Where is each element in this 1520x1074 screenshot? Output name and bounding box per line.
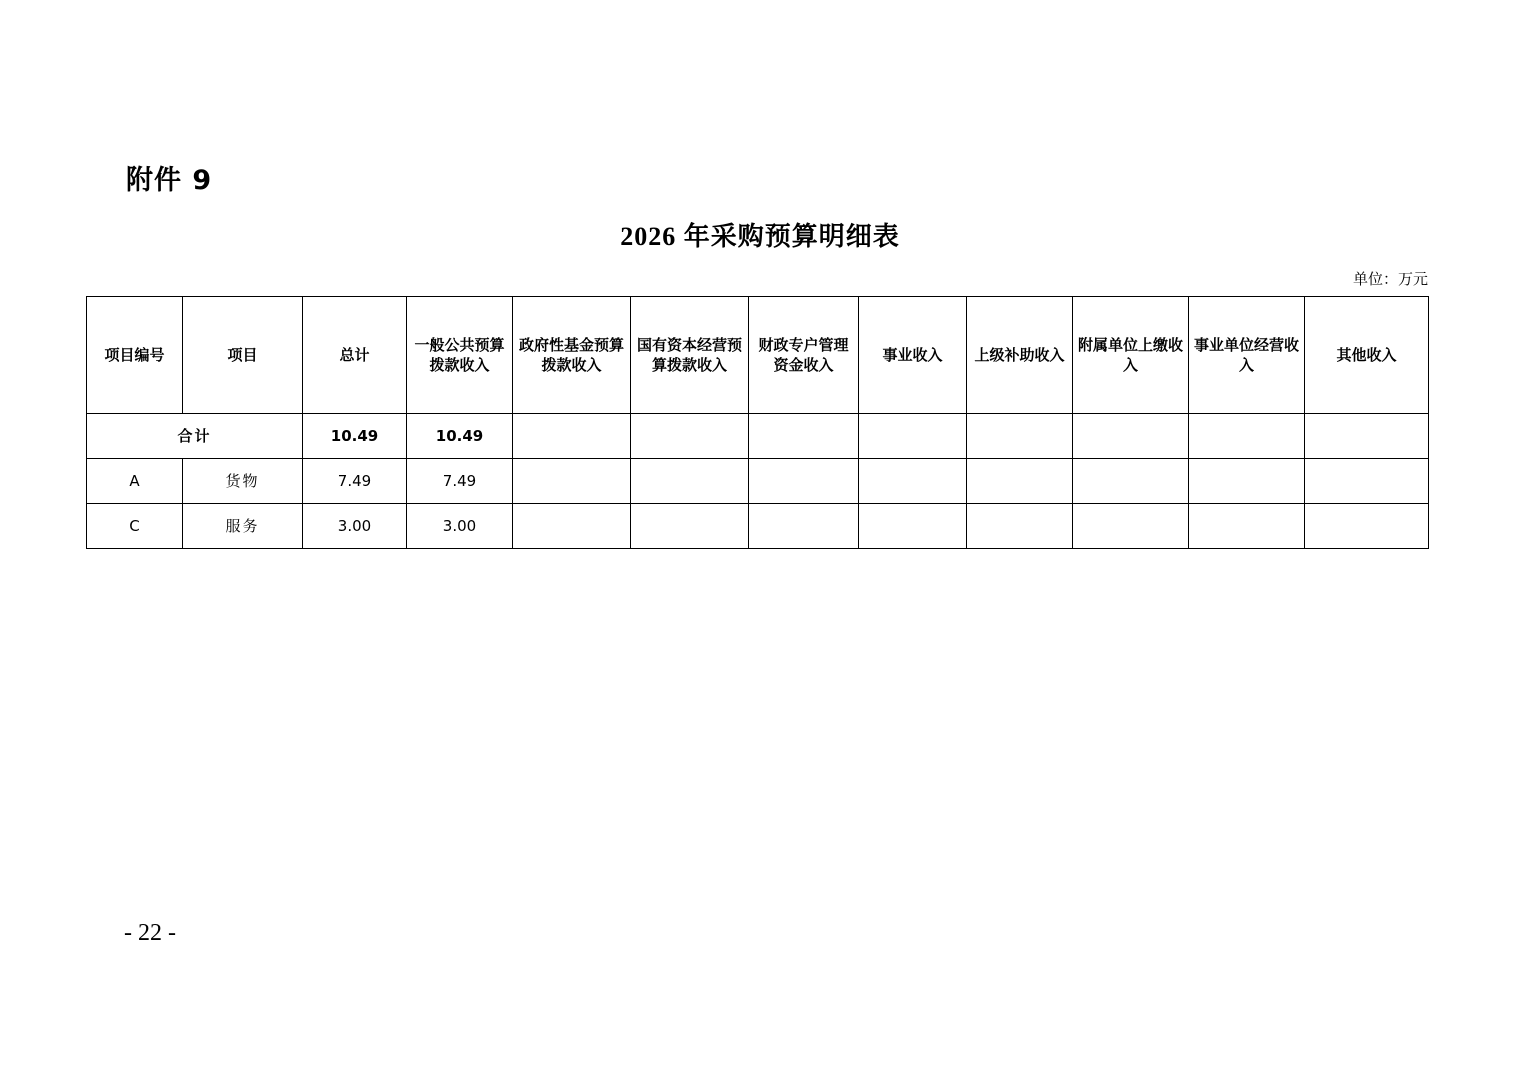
row-state-capital-budget [631, 459, 749, 504]
row-total: 7.49 [303, 459, 407, 504]
row-institution-business-income [1189, 459, 1305, 504]
row-fiscal-account-funds [749, 504, 859, 549]
row-gov-fund-budget [513, 459, 631, 504]
row-fiscal-account-funds [749, 459, 859, 504]
header-cell-project: 项目 [183, 297, 303, 414]
table-row-total [87, 414, 1429, 459]
row-state-capital-budget [631, 504, 749, 549]
total-label: 合计 [87, 414, 303, 459]
total-institution-business-income [1189, 414, 1305, 459]
header-cell-fiscal-account-funds: 财政专户管理资金收入 [749, 297, 859, 414]
row-institution-income [859, 504, 967, 549]
total-fiscal-account-funds [749, 414, 859, 459]
row-other-income [1305, 504, 1429, 549]
row-name: 服务 [183, 504, 303, 549]
unit-note: 单位：万元 [1352, 272, 1428, 288]
row-subordinate-payment [1073, 459, 1189, 504]
procurement-budget-table [86, 296, 1429, 549]
row-general-public-budget: 7.49 [407, 459, 513, 504]
row-total: 3.00 [303, 504, 407, 549]
total-institution-income [859, 414, 967, 459]
attachment-label: 附件 9 [126, 165, 213, 196]
header-cell-gov-fund-budget: 政府性基金预算拨款收入 [513, 297, 631, 414]
header-cell-general-public-budget: 一般公共预算拨款收入 [407, 297, 513, 414]
row-name: 货物 [183, 459, 303, 504]
total-amount: 10.49 [303, 414, 407, 459]
total-state-capital-budget [631, 414, 749, 459]
total-superior-subsidy [967, 414, 1073, 459]
header-cell-project-code: 项目编号 [87, 297, 183, 414]
header-cell-institution-business-income: 事业单位经营收入 [1189, 297, 1305, 414]
header-cell-total: 总计 [303, 297, 407, 414]
header-cell-institution-income: 事业收入 [859, 297, 967, 414]
total-general-public-budget: 10.49 [407, 414, 513, 459]
header-cell-state-capital-budget: 国有资本经营预算拨款收入 [631, 297, 749, 414]
page-number: - 22 - [124, 920, 176, 946]
total-gov-fund-budget [513, 414, 631, 459]
header-cell-subordinate-payment: 附属单位上缴收入 [1073, 297, 1189, 414]
header-cell-other-income: 其他收入 [1305, 297, 1429, 414]
row-superior-subsidy [967, 459, 1073, 504]
header-cell-superior-subsidy: 上级补助收入 [967, 297, 1073, 414]
table-row [87, 504, 1429, 549]
page-title: 2026 年采购预算明细表 [620, 222, 900, 251]
row-other-income [1305, 459, 1429, 504]
row-superior-subsidy [967, 504, 1073, 549]
row-institution-income [859, 459, 967, 504]
table-row [87, 459, 1429, 504]
row-subordinate-payment [1073, 504, 1189, 549]
row-gov-fund-budget [513, 504, 631, 549]
total-subordinate-payment [1073, 414, 1189, 459]
row-general-public-budget: 3.00 [407, 504, 513, 549]
table-header-row [87, 297, 1429, 414]
total-other-income [1305, 414, 1429, 459]
row-code: A [87, 459, 183, 504]
row-code: C [87, 504, 183, 549]
row-institution-business-income [1189, 504, 1305, 549]
